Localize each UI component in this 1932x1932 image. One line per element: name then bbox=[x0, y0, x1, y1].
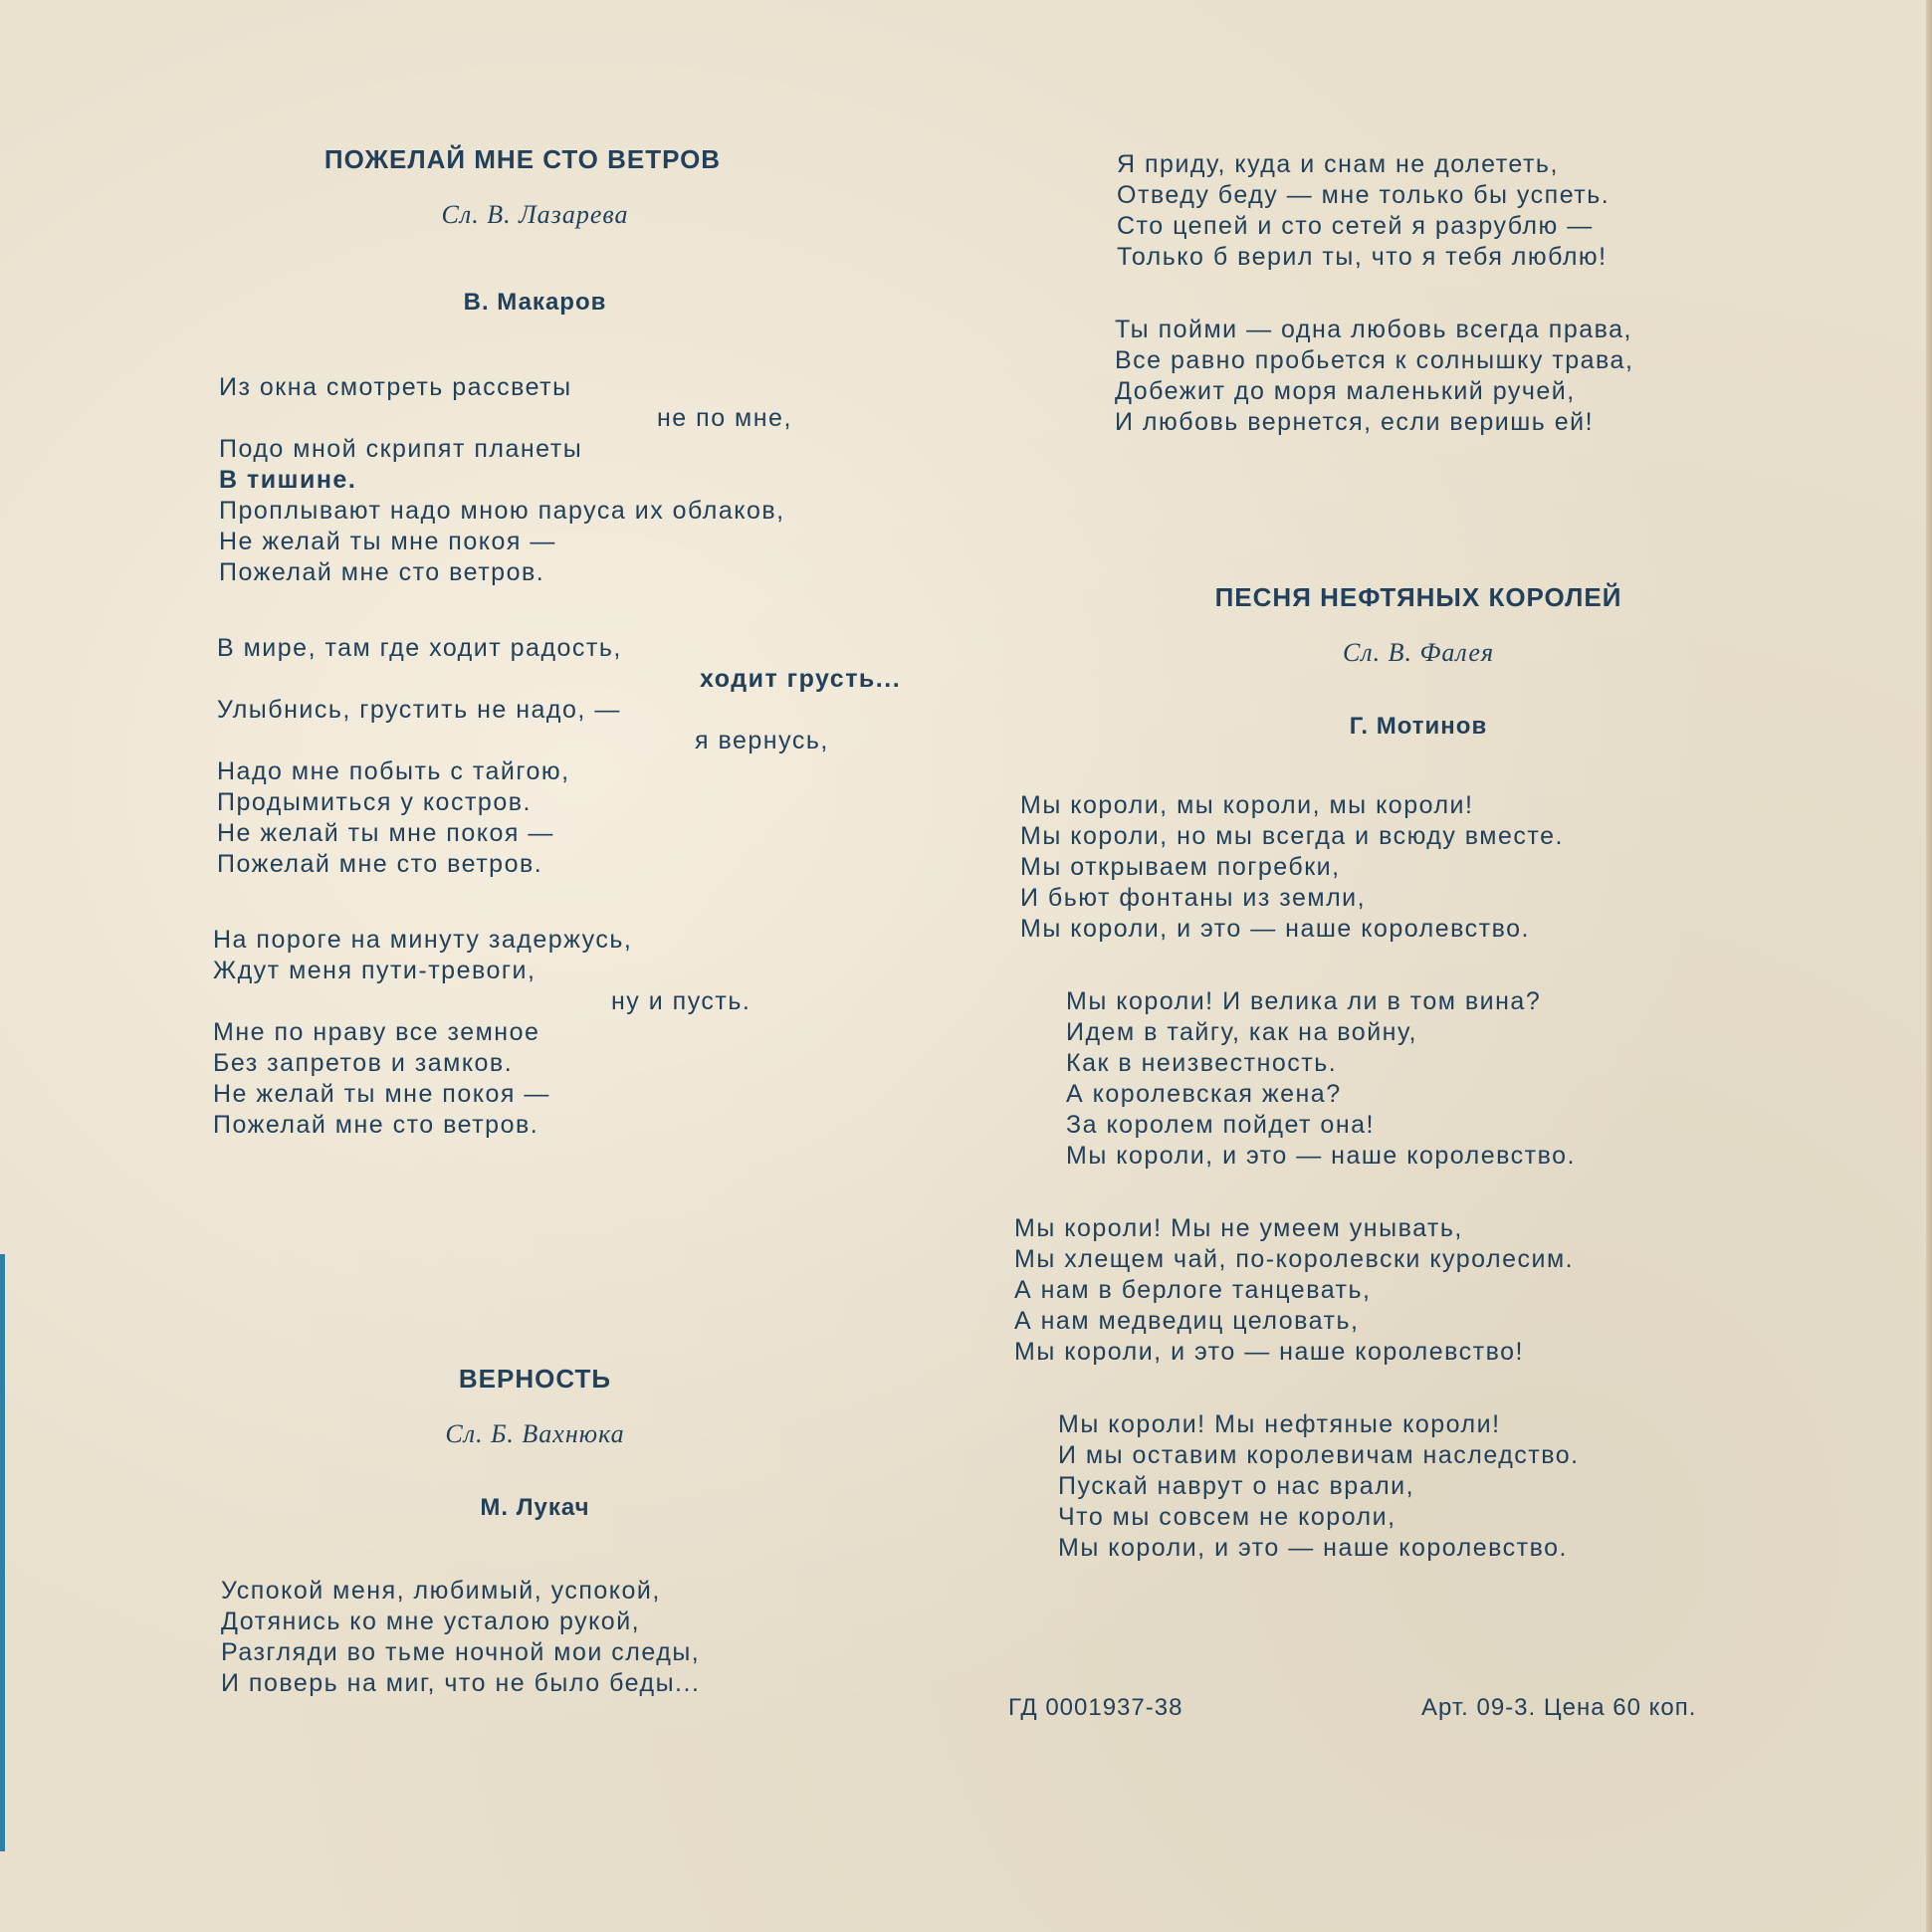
lyric-line: В тишине. bbox=[219, 466, 357, 494]
song1-stanza-2 bbox=[217, 633, 946, 880]
lyric-line: Надо мне побыть с тайгою, bbox=[217, 757, 570, 785]
song3-composer: Г. Мотинов bbox=[1349, 713, 1488, 740]
lyric-line: Идем в тайгу, как на войну, bbox=[1066, 1018, 1417, 1046]
lyric-line: не по мне, bbox=[657, 404, 792, 432]
sleeve-edge-stripe bbox=[0, 1254, 5, 1851]
lyric-line: На пороге на минуту задержусь, bbox=[213, 926, 633, 954]
lyric-line: Проплывают надо мною паруса их облаков, bbox=[219, 497, 785, 525]
lyric-line: Из окна смотреть рассветы bbox=[219, 373, 572, 401]
lyric-line: А королевская жена? bbox=[1066, 1080, 1342, 1108]
lyric-line: Мы короли, и это — наше королевство! bbox=[1014, 1338, 1524, 1366]
song3-block bbox=[1014, 577, 1817, 1564]
lyric-line: Пожелай мне сто ветров. bbox=[213, 1111, 539, 1139]
song2-lyricist: Сл. Б. Вахнюка bbox=[445, 1419, 625, 1448]
price-label: Арт. 09-3. Цена 60 коп. bbox=[1421, 1694, 1697, 1721]
lyric-line: Только б верил ты, что я тебя люблю! bbox=[1117, 243, 1608, 271]
lyric-line: Пускай наврут о нас врали, bbox=[1058, 1472, 1415, 1500]
song2-stanza-1 bbox=[221, 1576, 946, 1699]
song1-lyricist: Сл. В. Лазарева bbox=[441, 200, 629, 229]
lyric-line: Успокой меня, любимый, успокой, bbox=[221, 1577, 661, 1605]
lyric-line: Сто цепей и сто сетей я разрублю — bbox=[1117, 212, 1594, 240]
song2-block bbox=[149, 1359, 946, 1699]
lyric-line: Мы короли! Мы не умеем унывать, bbox=[1014, 1214, 1463, 1242]
lyric-line: Мы короли, и это — наше королевство. bbox=[1066, 1142, 1576, 1170]
lyric-line: В мире, там где ходит радость, bbox=[217, 634, 622, 662]
lyric-line: Я приду, куда и снам не долететь, bbox=[1117, 150, 1559, 178]
song3-title: ПЕСНЯ НЕФТЯНЫХ КОРОЛЕЙ bbox=[1214, 582, 1622, 612]
song2-continued bbox=[1117, 149, 1873, 438]
lyric-line: Мы короли, но мы всегда и всюду вместе. bbox=[1020, 822, 1564, 850]
catalog-code: ГД 0001937-38 bbox=[1008, 1694, 1183, 1721]
lyric-line: Ждут меня пути-тревоги, bbox=[213, 957, 537, 984]
lyric-line: Мы короли! И велика ли в том вина? bbox=[1066, 987, 1542, 1015]
lyric-line: Подо мной скрипят планеты bbox=[219, 435, 583, 463]
lyric-line: Пожелай мне сто ветров. bbox=[219, 558, 545, 586]
lyric-line: Отведу беду — мне только бы успеть. bbox=[1117, 181, 1610, 209]
song1-block bbox=[149, 139, 946, 1141]
song2-composer: М. Лукач bbox=[480, 1494, 590, 1521]
song3-stanza-2 bbox=[1066, 986, 1817, 1172]
lyric-line: Что мы совсем не короли, bbox=[1058, 1503, 1396, 1531]
lyric-line: я вернусь, bbox=[695, 727, 829, 754]
lyric-line: А нам в берлоге танцевать, bbox=[1014, 1276, 1372, 1304]
lyric-line: Как в неизвестность. bbox=[1066, 1049, 1338, 1077]
lyric-line: И любовь вернется, если веришь ей! bbox=[1115, 408, 1595, 436]
lyric-line: И мы оставим королевичам наследство. bbox=[1058, 1441, 1580, 1469]
lyric-line: Мы открываем погребки, bbox=[1020, 853, 1341, 881]
song3-lyricist: Сл. В. Фалея bbox=[1342, 638, 1495, 667]
lyric-line: Мы короли, и это — наше королевство. bbox=[1020, 915, 1530, 943]
lyric-line: ну и пусть. bbox=[611, 987, 751, 1015]
lyric-line: За королем пойдет она! bbox=[1066, 1111, 1375, 1139]
lyric-line: Пожелай мне сто ветров. bbox=[217, 850, 543, 878]
song1-stanza-3 bbox=[213, 925, 946, 1141]
song3-stanza-4 bbox=[1058, 1409, 1817, 1564]
lyric-line: Без запретов и замков. bbox=[213, 1049, 514, 1077]
song3-stanza-1 bbox=[1020, 790, 1817, 945]
song2-stanza-2 bbox=[1117, 149, 1873, 273]
lyric-line: Добежит до моря маленький ручей, bbox=[1115, 377, 1576, 405]
lyric-line: Разгляди во тьме ночной мои следы, bbox=[221, 1638, 701, 1666]
lyric-line: Продымиться у костров. bbox=[217, 788, 532, 816]
lyric-line: А нам медведиц целовать, bbox=[1014, 1307, 1360, 1335]
lyric-line: Мне по нраву все земное bbox=[213, 1018, 540, 1046]
lyric-line: Не желай ты мне покоя — bbox=[219, 528, 556, 555]
song1-title: ПОЖЕЛАЙ МНЕ СТО ВЕТРОВ bbox=[323, 144, 722, 174]
song3-stanza-3 bbox=[1014, 1213, 1817, 1368]
lyric-line: Улыбнись, грустить не надо, — bbox=[217, 696, 621, 724]
lyric-line: Мы короли, мы короли, мы короли! bbox=[1020, 791, 1474, 819]
song2-title: ВЕРНОСТЬ bbox=[458, 1364, 612, 1394]
lyric-line: Не желай ты мне покоя — bbox=[217, 819, 554, 847]
lyric-line: И поверь на миг, что не было беды... bbox=[221, 1669, 701, 1697]
lyric-line: Дотянись ко мне усталою рукой, bbox=[221, 1608, 641, 1635]
lyric-line: ходит грусть... bbox=[700, 665, 902, 693]
sleeve-right-edge bbox=[1926, 0, 1932, 1932]
lyric-line: Мы короли, и это — наше королевство. bbox=[1058, 1534, 1568, 1562]
lyric-line: Все равно пробьется к солнышку трава, bbox=[1115, 346, 1634, 374]
lyric-line: Мы короли! Мы нефтяные короли! bbox=[1058, 1410, 1501, 1438]
lyric-line: Ты пойми — одна любовь всегда права, bbox=[1115, 316, 1632, 343]
lyric-line: И бьют фонтаны из земли, bbox=[1020, 884, 1367, 912]
song2-stanza-3 bbox=[1115, 315, 1873, 438]
lyric-line: Мы хлещем чай, по-королевски куролесим. bbox=[1014, 1245, 1575, 1273]
song1-stanza-1 bbox=[219, 372, 946, 588]
lyric-line: Не желай ты мне покоя — bbox=[213, 1080, 550, 1108]
song1-composer: В. Макаров bbox=[463, 289, 607, 316]
